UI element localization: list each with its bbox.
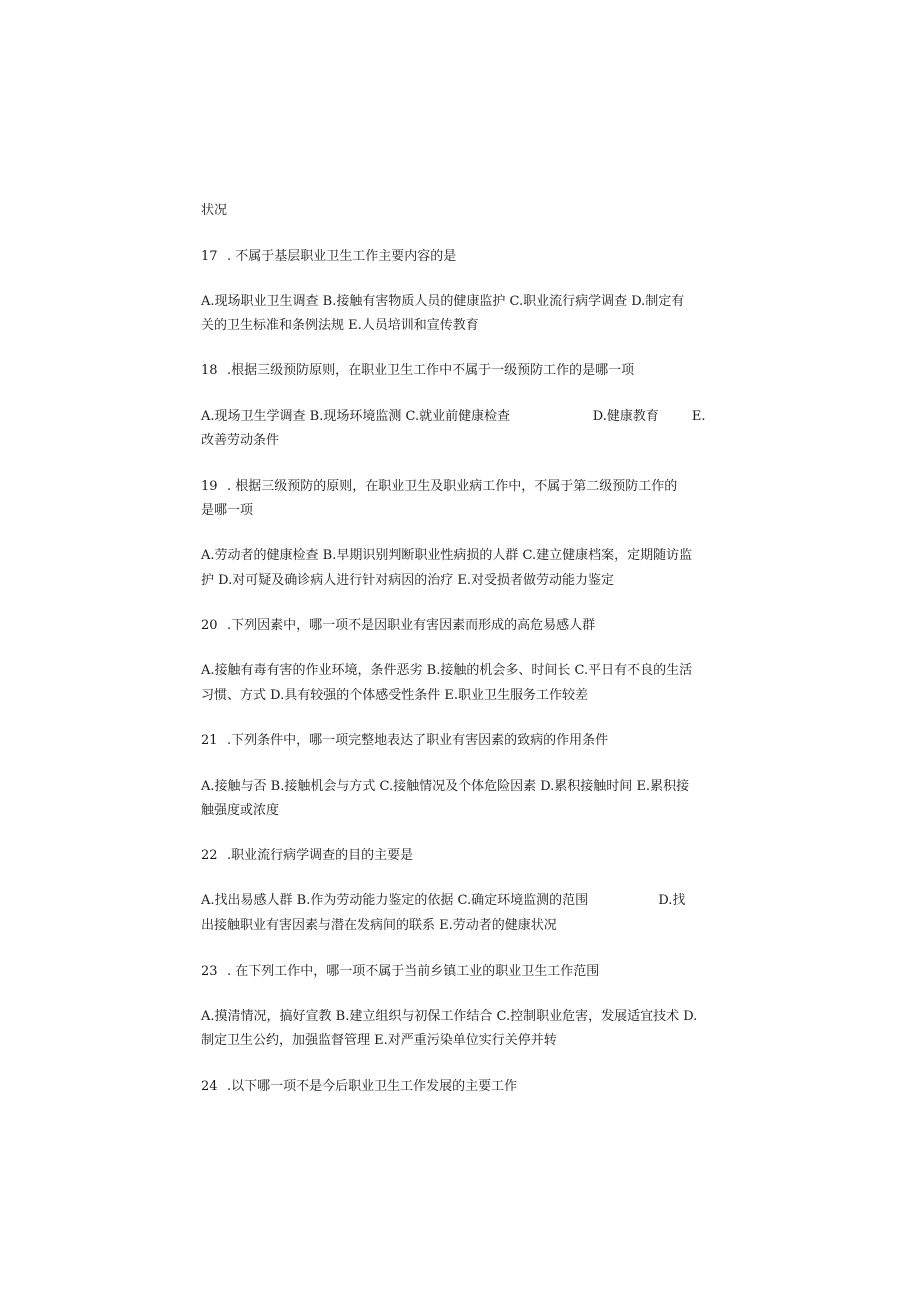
question-stem: . 在下列工作中，哪一项不属于当前乡镇工业的职业卫生工作范围 [227, 964, 600, 979]
question-20-options-line-1: A.接触有毒有害的作业环境，条件恶劣 B.接触的机会多、时间长 C.平日有不良的生活 [201, 663, 693, 678]
question-stem: . 根据三级预防的原则，在职业卫生及职业病工作中，不属于第二级预防工作的 [227, 479, 678, 494]
question-number: 17 [201, 249, 218, 264]
question-number: 24 [201, 1079, 218, 1094]
question-stem: .下列条件中，哪一项完整地表达了职业有害因素的致病的作用条件 [227, 733, 609, 748]
question-stem: . 不属于基层职业卫生工作主要内容的是 [227, 249, 457, 264]
question-18-options-line-2: 改善劳动条件 [201, 433, 280, 448]
question-20-stem [201, 617, 595, 635]
question-19-options-line-1: A.劳动者的健康检查 B.早期识别判断职业性病损的人群 C.建立健康档案，定期随访监 [201, 548, 693, 563]
question-22-stem [201, 847, 413, 865]
question-19-options-line-2: 护 D.对可疑及确诊病人进行针对病因的治疗 E.对受损者做劳动能力鉴定 [201, 573, 614, 588]
carryover-text: 状况 [201, 203, 228, 218]
question-number: 22 [201, 848, 218, 863]
question-23-stem [201, 963, 599, 981]
question-20-options-line-2: 习惯、方式 D.具有较强的个体感受性条件 E.职业卫生服务工作较差 [201, 688, 588, 703]
question-number: 23 [201, 964, 218, 979]
question-stem: .职业流行病学调查的目的主要是 [227, 848, 414, 863]
question-21-stem [201, 732, 608, 750]
question-number: 18 [201, 363, 218, 378]
question-19-stem-continued: 是哪一项 [201, 503, 254, 518]
question-number: 19 [201, 479, 218, 494]
question-17-options-line-1: A.现场职业卫生调查 B.接触有害物质人员的健康监护 C.职业流行病学调查 D.制定有 [201, 294, 685, 309]
question-18-stem [201, 362, 634, 380]
question-22-options-line-2: 出接触职业有害因素与潜在发病间的联系 E.劳动者的健康状况 [201, 918, 557, 933]
question-stem: .下列因素中，哪一项不是因职业有害因素而形成的高危易感人群 [227, 618, 596, 633]
question-19-stem [201, 478, 677, 496]
question-stem: .根据三级预防原则，在职业卫生工作中不属于一级预防工作的是哪一项 [227, 363, 635, 378]
question-number: 20 [201, 618, 218, 633]
question-23-options-line-2: 制定卫生公约，加强监督管理 E.对严重污染单位实行关停并转 [201, 1033, 557, 1048]
question-18-options-line-1: A.现场卫生学调查 B.现场环境监测 C.就业前健康检查 D.健康教育 E. [201, 409, 706, 424]
question-21-options-line-2: 触强度或浓度 [201, 803, 280, 818]
question-21-options-line-1: A.接触与否 B.接触机会与方式 C.接触情况及个体危险因素 D.累积接触时间 E.累积接 [201, 779, 690, 794]
question-24-stem [201, 1078, 517, 1096]
question-17-stem [201, 248, 456, 266]
question-23-options-line-1: A.摸清情况，搞好宣教 B.建立组织与初保工作结合 C.控制职业危害，发展适宜技术 D. [201, 1009, 698, 1024]
question-17-options-line-2: 关的卫生标准和条例法规 E.人员培训和宣传教育 [201, 318, 479, 333]
question-22-options-line-1: A.找出易感人群 B.作为劳动能力鉴定的依据 C.确定环境监测的范围 D.找 [201, 893, 686, 908]
question-number: 21 [201, 733, 218, 748]
question-stem: .以下哪一项不是今后职业卫生工作发展的主要工作 [227, 1079, 518, 1094]
